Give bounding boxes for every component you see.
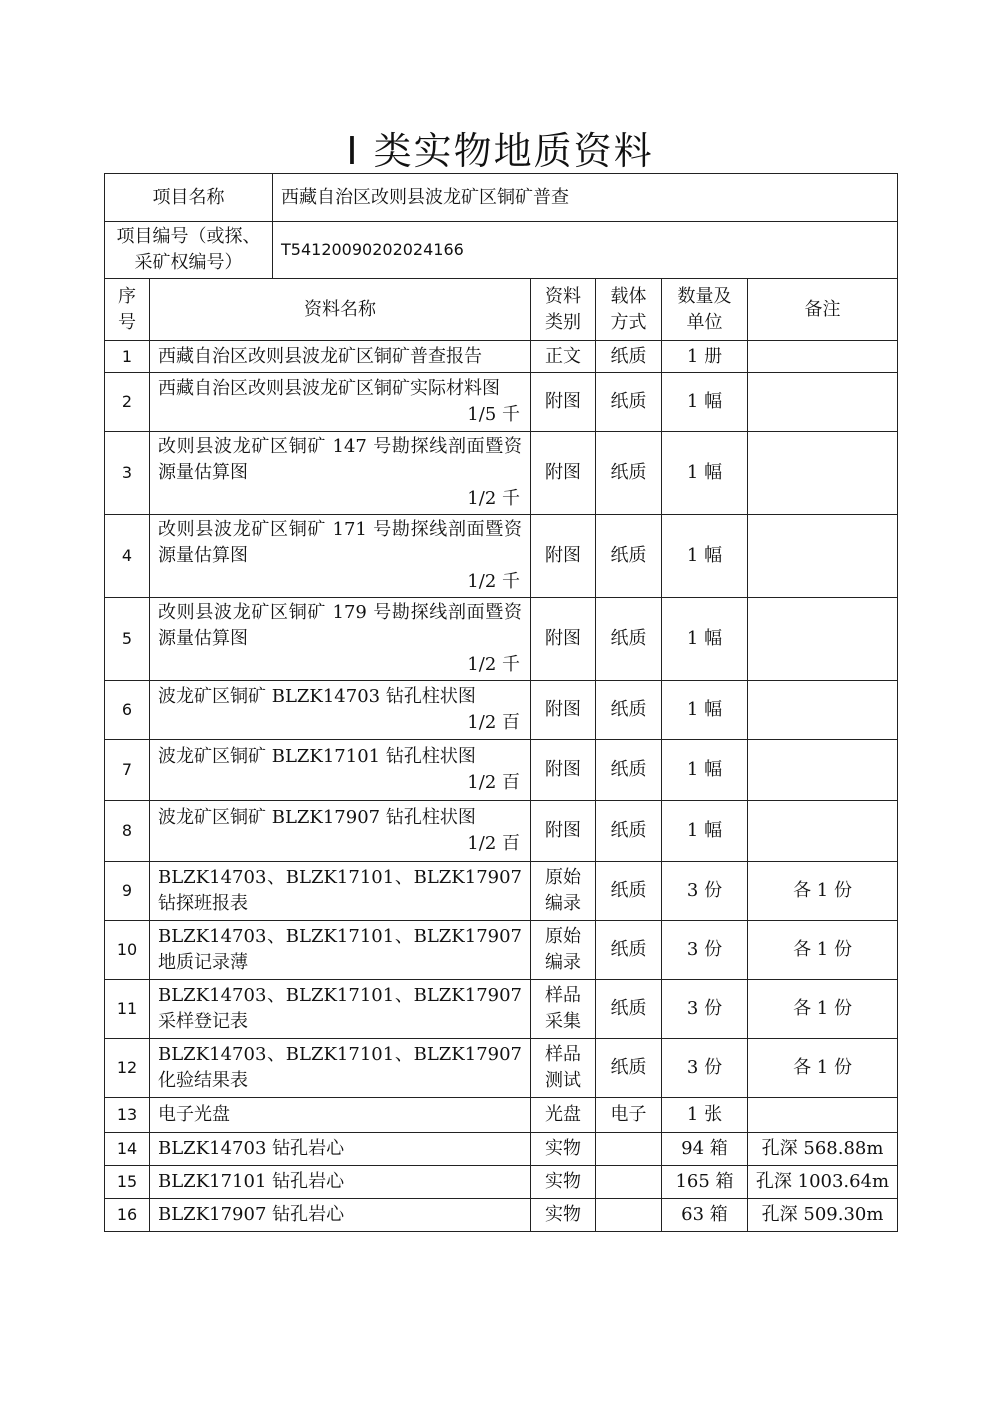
table-row	[105, 740, 898, 801]
row-scale: 1/2 千	[467, 488, 520, 509]
row-name: 西藏自治区改则县波龙矿区铜矿普查报告	[150, 341, 531, 373]
row-note: 各 1 份	[748, 862, 898, 921]
table-row	[105, 1039, 898, 1098]
row-name: BLZK14703 钻孔岩心	[150, 1133, 531, 1166]
row-medium: 纸质	[596, 801, 662, 862]
row-name: 改则县波龙矿区铜矿 147 号勘探线剖面暨资源量估算图 1/2 千	[150, 432, 531, 515]
row-seq: 8	[105, 801, 150, 862]
header-seq: 序 号	[105, 279, 150, 341]
table-row	[105, 681, 898, 740]
row-name: BLZK14703、BLZK17101、BLZK17907 地质记录薄	[150, 921, 531, 980]
row-note	[748, 681, 898, 740]
project-code-label: 项目编号（或探、 采矿权编号）	[105, 222, 273, 279]
table-row	[105, 1133, 898, 1166]
row-medium: 纸质	[596, 740, 662, 801]
table-header-row	[105, 279, 898, 341]
row-note: 各 1 份	[748, 921, 898, 980]
row-seq: 15	[105, 1166, 150, 1199]
row-quantity: 1 幅	[662, 681, 748, 740]
row-name: 西藏自治区改则县波龙矿区铜矿实际材料图 1/5 千	[150, 373, 531, 432]
row-quantity: 3 份	[662, 862, 748, 921]
row-seq: 10	[105, 921, 150, 980]
header-note: 备注	[748, 279, 898, 341]
row-note	[748, 1098, 898, 1133]
row-scale: 1/2 百	[467, 712, 520, 733]
row-seq: 1	[105, 341, 150, 373]
row-note	[748, 515, 898, 598]
table-row	[105, 1199, 898, 1232]
row-note	[748, 598, 898, 681]
row-scale: 1/2 千	[467, 654, 520, 675]
row-quantity: 63 箱	[662, 1199, 748, 1232]
row-name: BLZK14703、BLZK17101、BLZK17907 采样登记表	[150, 980, 531, 1039]
row-seq: 3	[105, 432, 150, 515]
row-medium: 纸质	[596, 432, 662, 515]
row-name: 电子光盘	[150, 1098, 531, 1133]
row-type: 实物	[531, 1133, 596, 1166]
table-row	[105, 432, 898, 515]
row-note: 孔深 509.30m	[748, 1199, 898, 1232]
row-type: 样品 测试	[531, 1039, 596, 1098]
row-medium: 纸质	[596, 515, 662, 598]
table-row	[105, 515, 898, 598]
row-scale: 1/2 千	[467, 571, 520, 592]
table-row	[105, 862, 898, 921]
row-note	[748, 801, 898, 862]
row-quantity: 3 份	[662, 921, 748, 980]
project-code-value: T54120090202024166	[273, 222, 898, 279]
row-note: 各 1 份	[748, 980, 898, 1039]
row-quantity: 1 幅	[662, 373, 748, 432]
row-seq: 7	[105, 740, 150, 801]
project-name-value: 西藏自治区改则县波龙矿区铜矿普查	[273, 174, 898, 222]
row-name: 波龙矿区铜矿 BLZK14703 钻孔柱状图 1/2 百	[150, 681, 531, 740]
row-seq: 6	[105, 681, 150, 740]
row-type: 实物	[531, 1199, 596, 1232]
row-quantity: 1 幅	[662, 801, 748, 862]
table-row	[105, 1098, 898, 1133]
project-name-label: 项目名称	[105, 174, 273, 222]
row-medium: 纸质	[596, 862, 662, 921]
row-note	[748, 740, 898, 801]
table-row	[105, 980, 898, 1039]
row-name: BLZK17101 钻孔岩心	[150, 1166, 531, 1199]
row-note	[748, 341, 898, 373]
row-medium: 纸质	[596, 1039, 662, 1098]
row-medium: 纸质	[596, 373, 662, 432]
row-seq: 11	[105, 980, 150, 1039]
row-note	[748, 373, 898, 432]
row-quantity: 3 份	[662, 1039, 748, 1098]
row-type: 光盘	[531, 1098, 596, 1133]
table-row	[105, 598, 898, 681]
header-medium: 载体 方式	[596, 279, 662, 341]
row-quantity: 1 幅	[662, 598, 748, 681]
row-seq: 5	[105, 598, 150, 681]
table-row	[105, 921, 898, 980]
project-code-row	[105, 222, 898, 279]
header-name: 资料名称	[150, 279, 531, 341]
row-quantity: 1 册	[662, 341, 748, 373]
row-seq: 12	[105, 1039, 150, 1098]
header-quantity: 数量及 单位	[662, 279, 748, 341]
row-type: 原始 编录	[531, 862, 596, 921]
row-seq: 16	[105, 1199, 150, 1232]
row-medium: 纸质	[596, 980, 662, 1039]
row-quantity: 1 幅	[662, 432, 748, 515]
row-note	[748, 432, 898, 515]
row-quantity: 3 份	[662, 980, 748, 1039]
row-medium	[596, 1133, 662, 1166]
row-medium: 纸质	[596, 598, 662, 681]
row-quantity: 94 箱	[662, 1133, 748, 1166]
row-medium	[596, 1166, 662, 1199]
row-scale: 1/5 千	[467, 404, 520, 425]
row-type: 正文	[531, 341, 596, 373]
row-type: 附图	[531, 373, 596, 432]
row-name: BLZK14703、BLZK17101、BLZK17907 化验结果表	[150, 1039, 531, 1098]
table-row	[105, 1166, 898, 1199]
row-name: 改则县波龙矿区铜矿 179 号勘探线剖面暨资源量估算图 1/2 千	[150, 598, 531, 681]
row-name: 波龙矿区铜矿 BLZK17907 钻孔柱状图 1/2 百	[150, 801, 531, 862]
row-type: 实物	[531, 1166, 596, 1199]
row-name: BLZK14703、BLZK17101、BLZK17907 钻探班报表	[150, 862, 531, 921]
row-quantity: 1 张	[662, 1098, 748, 1133]
row-seq: 2	[105, 373, 150, 432]
row-quantity: 1 幅	[662, 515, 748, 598]
page-title: I 类实物地质资料	[346, 129, 654, 173]
row-scale: 1/2 百	[467, 772, 520, 793]
row-quantity: 165 箱	[662, 1166, 748, 1199]
row-type: 附图	[531, 432, 596, 515]
table-row	[105, 373, 898, 432]
row-type: 样品 采集	[531, 980, 596, 1039]
row-type: 附图	[531, 515, 596, 598]
header-type: 资料 类别	[531, 279, 596, 341]
row-note: 孔深 1003.64m	[748, 1166, 898, 1199]
project-name-row	[105, 174, 898, 222]
row-name: 波龙矿区铜矿 BLZK17101 钻孔柱状图 1/2 百	[150, 740, 531, 801]
row-scale: 1/2 百	[467, 833, 520, 854]
row-seq: 14	[105, 1133, 150, 1166]
row-type: 附图	[531, 598, 596, 681]
row-type: 附图	[531, 801, 596, 862]
row-note: 孔深 568.88m	[748, 1133, 898, 1166]
row-medium: 纸质	[596, 681, 662, 740]
row-seq: 13	[105, 1098, 150, 1133]
table-row	[105, 341, 898, 373]
row-seq: 4	[105, 515, 150, 598]
row-seq: 9	[105, 862, 150, 921]
row-type: 附图	[531, 740, 596, 801]
row-medium: 纸质	[596, 921, 662, 980]
row-note: 各 1 份	[748, 1039, 898, 1098]
row-quantity: 1 幅	[662, 740, 748, 801]
row-name: BLZK17907 钻孔岩心	[150, 1199, 531, 1232]
table-row	[105, 801, 898, 862]
row-type: 原始 编录	[531, 921, 596, 980]
geology-materials-table	[104, 173, 898, 1232]
row-medium: 电子	[596, 1098, 662, 1133]
table-body	[105, 341, 898, 1232]
row-medium	[596, 1199, 662, 1232]
row-medium: 纸质	[596, 341, 662, 373]
row-name: 改则县波龙矿区铜矿 171 号勘探线剖面暨资源量估算图 1/2 千	[150, 515, 531, 598]
row-type: 附图	[531, 681, 596, 740]
